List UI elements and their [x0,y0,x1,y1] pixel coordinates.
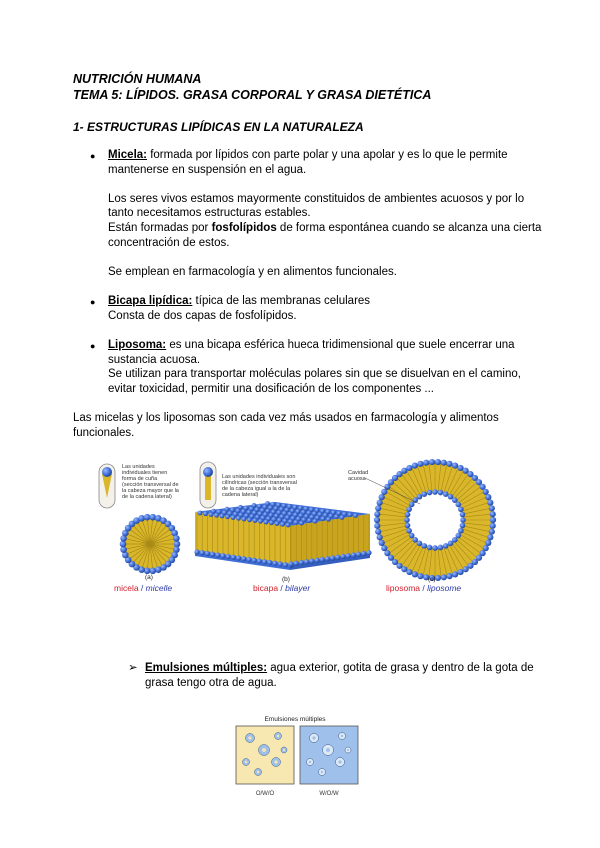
bicapa-item [108,294,548,323]
micela-p2-bold: fosfolípidos [211,221,277,234]
multiple-emulsions-figure [230,710,360,800]
micela-p2-2: concentración de estos. [108,236,230,249]
oil-droplet [277,735,279,737]
head-group [194,549,199,554]
head-group [210,552,215,557]
head-group [490,511,496,517]
head-group [330,555,335,560]
head-group [427,490,433,496]
tag-a: (a) [145,574,153,581]
head-group [309,558,314,563]
head-group [203,511,208,516]
svg-text:Las unidades individuales son: Las unidades individuales son [222,474,296,480]
head-group [421,491,427,497]
head-group [435,575,441,581]
head-group [282,503,287,508]
head-group [144,514,151,521]
liposoma-item [108,338,558,396]
head-group [432,545,438,551]
head-group [231,555,236,560]
head-group [267,560,272,565]
micela-def: formada por lípidos con parte polar y una apolar y es lo que le permite [147,149,508,161]
head-group [404,517,410,523]
head-group [406,465,412,471]
liposoma-line4: evitar toxicidad, permitir una dosificación de los componentes ... [108,382,434,395]
head-group [406,528,412,534]
micela-term: Micela: [108,149,147,161]
bicapa-line2: Consta de dos capas de fosfolípidos. [108,309,297,322]
arrow-bullet-icon: ➢ [128,662,138,674]
doc-subtitle: TEMA 5: LÍPIDOS. GRASA CORPORAL Y GRASA DIETÉTICA [73,88,432,102]
head-group [351,552,356,557]
liposoma-def-2: sustancia acuosa. [108,353,201,366]
head-group [423,460,429,466]
tag-b: (b) [282,576,290,583]
liposoma-term: Liposoma: [108,339,167,351]
head-group [298,506,303,511]
svg-text:de la cabeza igual a la de la: de la cabeza igual a la de la [222,486,291,492]
caption-micela: micela / micelle [114,583,173,593]
head-group [377,534,383,540]
head-group [337,511,342,516]
liposoma-line3: Se utilizan para transportar moléculas polares sin que se disuelvan en el camino, [108,368,521,381]
head-group [379,494,385,500]
head-group [283,562,288,567]
head-group [490,517,496,523]
head-group [272,561,277,566]
micela-p2-a: Están formadas por [108,221,212,234]
figure-note-a [122,464,180,500]
emulsiones-term: Emulsiones múltiples: [145,662,268,674]
oil-droplet [283,749,285,751]
head-group [348,512,353,517]
head-group [487,534,493,540]
caption-bicapa: bicapa / bilayer [253,583,311,593]
water-droplet [338,760,341,763]
bilayer-unit-icon [200,462,216,508]
liposoma-def: es una bicapa esférica hueca tridimensional que suele encerrar una [166,339,515,351]
head-group [417,461,423,467]
head-group [483,489,489,495]
head-group [489,505,495,511]
head-group [458,528,464,534]
head-group [446,573,452,579]
head-group [320,509,325,514]
head-group [353,513,358,518]
head-group [314,558,319,563]
head-group [287,504,292,509]
svg-text:cadena lateral): cadena lateral) [222,492,259,498]
head-group [375,529,381,535]
head-group [211,509,216,514]
head-group [294,561,299,566]
head-group [138,515,145,522]
caption-liposoma: liposoma / liposome [386,583,462,593]
head-group [150,514,157,521]
head-group [460,523,466,529]
summary-line2: funcionales. [73,426,135,439]
head-group [406,506,412,512]
water-droplet [347,749,349,751]
head-group [299,560,304,565]
head-group [438,490,444,496]
head-group [342,512,347,517]
owo-label: O/W/O [255,791,275,797]
head-group [381,545,387,551]
head-group [335,555,340,560]
section-title: 1- ESTRUCTURAS LIPÍDICAS EN LA NATURALEZA [73,120,364,134]
head-group [120,541,127,548]
head-group [452,463,458,469]
bullet-icon: ● [90,297,96,307]
head-group [375,505,381,511]
svg-text:la cabeza mayor que la: la cabeza mayor que la [122,488,179,494]
head-group [441,460,447,466]
head-group [435,459,441,465]
micela-p1: Los seres vivos estamos mayormente constituidos de ambientes acuosos y por lo [108,192,525,205]
tag-c: (c) [428,576,436,583]
micelle-unit-icon [99,464,115,508]
head-group [409,533,415,539]
head-group [238,505,243,510]
head-group [244,506,249,511]
head-group [489,529,495,535]
head-group [262,559,267,564]
svg-text:de la cadena lateral): de la cadena lateral) [122,494,172,500]
head-group [236,555,241,560]
svg-text:forma de cuña: forma de cuña [122,476,158,482]
head-group [278,561,283,566]
bullet-icon: ● [90,341,96,351]
head-group [446,461,452,467]
lipid-structures-figure [90,452,510,597]
bullet-icon: ● [90,151,96,161]
oil-droplet [274,760,277,763]
figure2-title: Emulsiones múltiples [264,716,326,723]
head-group [366,550,371,555]
head-group [241,556,246,561]
head-group [155,566,162,573]
head-group [271,502,276,507]
head-group [340,554,345,559]
head-group [257,504,262,509]
emulsiones-def: agua exterior, gotita de grasa y dentro de la gota de [267,662,534,674]
svg-text:individuales tienen: individuales tienen [122,470,168,476]
head-group [374,511,380,517]
head-group [309,507,314,512]
head-group [377,500,383,506]
head-group [320,557,325,562]
head-group [265,501,270,506]
head-group [315,508,320,513]
head-group [448,540,454,546]
head-group [427,545,433,551]
head-group [443,543,449,549]
head-group [217,509,222,514]
head-group [331,510,336,515]
svg-text:acuosa: acuosa [348,476,366,482]
head-group [457,569,463,575]
micela-def-2: mantenerse en suspensión en el agua. [108,163,307,176]
summary-paragraph [73,411,543,440]
oil-droplet [257,771,259,773]
head-group [215,552,220,557]
bicapa-term: Bicapa lipídica: [108,295,193,307]
micela-p1-2: tanto necesitamos estructuras estables. [108,207,311,220]
head-group [443,491,449,497]
water-droplet [326,748,330,752]
head-group [325,556,330,561]
doc-title: NUTRICIÓN HUMANA [73,72,202,86]
head-group [452,571,458,577]
head-group [326,509,331,514]
head-group [405,512,411,518]
water-droplet [309,761,311,763]
head-group [438,545,444,551]
svg-text:Cavidad: Cavidad [348,470,369,476]
head-group [460,517,466,523]
water-droplet [321,771,323,773]
summary-line1: Las micelas y los liposomas son cada vez más usados en farmacología y alimentos [73,412,499,424]
liposome-drawing [365,459,496,581]
head-group [417,494,423,500]
head-group [356,552,361,557]
head-group [246,557,251,562]
svg-text:(sección transversal de: (sección transversal de [122,482,179,488]
svg-text:cilíndricas (sección transvers: cilíndricas (sección transversal [222,480,297,486]
head-group [225,507,230,512]
oil-droplet [262,748,266,752]
head-group [288,561,293,566]
micela-item [108,148,548,279]
head-group [304,506,309,511]
head-group [252,558,257,563]
head-group [405,523,411,529]
oil-droplet [248,736,251,739]
oil-droplet [245,761,247,763]
head-group [346,553,351,558]
head-group [421,543,427,549]
head-group [374,523,380,529]
water-droplet [312,736,315,739]
head-group [205,551,210,556]
head-group [487,500,493,506]
head-group [173,535,180,542]
head-group [361,551,366,556]
water-droplet [341,735,343,737]
head-group [120,546,127,553]
head-group [174,541,181,548]
figure-note-c [348,470,368,482]
wow-label: W/O/W [319,791,339,797]
emulsiones-item [145,661,545,690]
figure-note-b [222,474,297,498]
bicapa-def: típica de las membranas celulares [192,295,371,307]
head-group [276,503,281,508]
head-group [485,494,491,500]
emulsiones-def-2: grasa tengo otra de agua. [145,676,277,689]
head-group [252,503,257,508]
head-group [455,502,461,508]
head-group [304,559,309,564]
head-group [490,523,496,529]
micelle-drawing [120,514,181,574]
micela-p2-c: de forma espontánea cuando se alcanza una cierta [276,221,542,234]
head-group [441,574,447,580]
head-group [485,540,491,546]
bilayer-drawing [194,501,371,570]
micela-p3: Se emplean en farmacología y en alimentos funcionales. [108,265,397,278]
head-group [458,506,464,512]
head-group [293,505,298,510]
head-group [379,540,385,546]
head-group [200,550,205,555]
head-group [230,508,235,513]
head-group [198,511,203,516]
head-group [220,553,225,558]
head-group [429,459,435,465]
head-group [412,463,418,469]
head-group [432,489,438,495]
head-group [226,554,231,559]
head-group [460,512,466,518]
head-group [374,517,380,523]
svg-text:Las unidades: Las unidades [122,464,155,470]
head-group [257,558,262,563]
head-group [412,571,418,577]
head-group [417,573,423,579]
